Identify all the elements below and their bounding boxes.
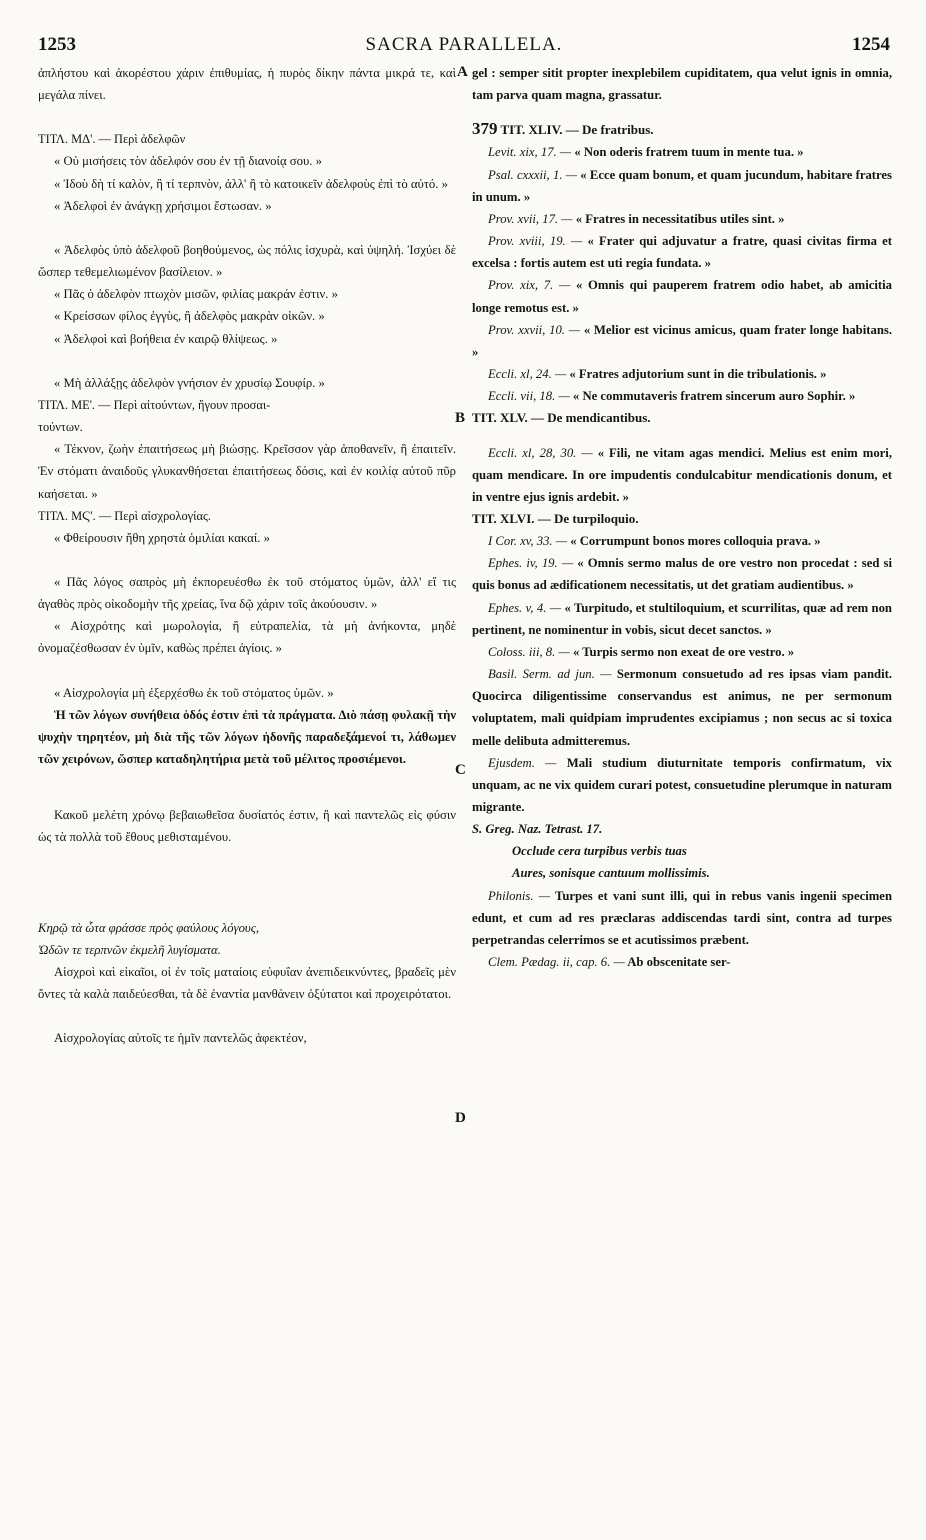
margin-marker-d: D	[455, 1110, 466, 1126]
greek-column	[38, 62, 456, 1049]
quote: « Ecce quam bonum, et quam jucundum, habitare fratres in unum. »	[472, 167, 892, 204]
citation: Prov. xvii, 17. —	[488, 211, 573, 226]
margin-marker-a: A	[457, 64, 468, 80]
greek-t45-text: « Τέκνον, ζωὴν ἐπαιτήσεως μὴ βιώσῃς. Κρεῖσσον γὰρ ἀποθανεῖν, ἢ ἐπαιτεῖν. Ἐν στόματι ἀναιδοῦς γλυκανθήσεται ἐπαιτήσεως δόσις, καὶ ἐν κοιλίᾳ αὐτοῦ πῦρ καήσεται. »	[38, 442, 456, 501]
latin-t45-item	[472, 442, 892, 508]
running-title: SACRA PARALLELA.	[365, 34, 563, 55]
latin-t46-item	[472, 641, 892, 663]
greek-t44-item: « Οὐ μισήσεις τὸν ἀδελφόν σου ἐν τῇ διανοίᾳ σου. »	[54, 154, 322, 169]
citation: Prov. xviii, 19. —	[488, 234, 583, 249]
greek-philon-text: Αἰσχροὶ καὶ εἰκαῖοι, οἱ ἐν τοῖς ματαίοις εὐφυΐαν ἀνεπιδεικνύντες, βραδεῖς μὲν ὄντες τὰ καλὰ παιδεύεσθαι, τὰ δὲ ἐναντία μανθάνειν ὀξύτατοι καὶ προχειρότατοι.	[38, 964, 456, 1001]
greek-basil-text: Ἡ τῶν λόγων συνήθεια ὁδός ἐστιν ἐπὶ τὰ πράγματα. Διὸ πάσῃ φυλακῇ τὴν ψυχὴν τηρητέον, μὴ διὰ τῆς τῶν λόγων ἡδονῆς παραδεξάμενοί τι, λάθωμεν τῶν χειρόνων, ὥσπερ καταδηλητήρια μετὰ τοῦ μέλιτος προσιέμενοι.	[38, 707, 456, 767]
quote: « Fratres adjutorium sunt in die tribulationis. »	[569, 367, 827, 382]
latin-ejusdem	[472, 752, 892, 818]
latin-t46-item	[472, 530, 892, 552]
greek-title-45-line1: ΤΙΤΛ. ΜΕ'. — Περὶ αἰτούντων, ἤγουν προσαι-	[38, 397, 271, 412]
citation: Eccli. vii, 18. —	[488, 389, 570, 404]
quote: « Turpitudo, et stultiloquium, et scurrilitas, quæ ad rem non pertinent, ne nominentur in vobis, sicut decet sanctos. »	[472, 600, 892, 637]
citation: Ephes. iv, 19. —	[488, 556, 574, 571]
latin-t44-item	[472, 319, 892, 363]
latin-t46-item	[472, 597, 892, 641]
greek-t46-item: « Αἰσχρολογία μὴ ἐξερχέσθω ἐκ τοῦ στόματος ὑμῶν. »	[54, 685, 334, 700]
margin-marker-b: B	[455, 410, 466, 426]
quote: « Ne commutaveris fratrem sincerum auro Sophir. »	[572, 389, 856, 404]
latin-title-46: TIT. XLVI. — De turpiloquio.	[472, 510, 639, 526]
quote: « Non oderis fratrem tuum in mente tua. »	[574, 145, 804, 160]
greek-intro: ἀπλήστου καὶ ἀκορέστου χάριν ἐπιθυμίας, ἡ πυρὸς δίκην πάντα μικρά τε, καὶ μεγάλα πίνει.	[38, 66, 456, 103]
greek-t44-item: « Ἰδοὺ δὴ τί καλὸν, ἢ τί τερπνὸν, ἀλλ' ἢ τὸ κατοικεῖν ἀδελφοὺς ἐπὶ τὸ αὐτό. »	[54, 176, 448, 191]
quote: « Omnis sermo malus de ore vestro non procedat : sed si quis bonus ad ædificationem necessitatis, ut det gratiam audientibus. »	[472, 556, 893, 593]
latin-verse-line2: Aures, sonisque cantuum mollissimis.	[512, 866, 710, 881]
quote: « Omnis qui pauperem fratrem odio habet, ab amicitia longe remotus est. »	[472, 278, 892, 315]
latin-title-45: TIT. XLV. — De mendicantibus.	[472, 410, 651, 426]
greek-gregory-verse	[38, 917, 456, 961]
quote: Ab obscenitate ser-	[627, 955, 731, 970]
quote: « Corrumpunt bonos mores colloquia prava. »	[570, 534, 821, 549]
greek-t46-item: « Πᾶς λόγος σαπρὸς μὴ ἐκπορευέσθω ἐκ τοῦ στόματος ὑμῶν, ἀλλ' εἴ τις ἀγαθὸς πρὸς οἰκοδομὴν τῆς χρείας, ἵνα δῷ χάριν τοῖς ἀκούουσιν. »	[38, 574, 456, 612]
greek-t44-item: « Ἀδελφοὶ καὶ βοήθεια ἐν καιρῷ θλίψεως. »	[54, 331, 278, 346]
quote: Turpes et vani sunt illi, qui in rebus vanis ingenii specimen edunt, et cum ad res præclaras addiscendas tardi sint, contra ad turpes perpetrandas celerrimos se et acutissimos præbent.	[472, 888, 892, 947]
citation: Ejusdem. —	[488, 755, 557, 770]
left-page-number: 1253	[38, 34, 76, 55]
greek-ejusdem-text: Κακοῦ μελέτη χρόνῳ βεβαιωθεῖσα δυσίατός ἐστιν, ἢ καὶ παντελῶς εἰς φύσιν ὡς τὰ πολλὰ τοῦ ἔθους μεθισταμένου.	[38, 808, 456, 845]
citation: Levit. xix, 17. —	[488, 145, 572, 160]
quote: « Fratres in necessitatibus utiles sint. »	[575, 211, 785, 226]
greek-title-46: ΤΙΤΛ. ΜϚ'. — Περὶ αἰσχρολογίας.	[38, 508, 211, 523]
greek-t44-item: « Μὴ ἀλλάξῃς ἀδελφὸν γνήσιον ἐν χρυσίῳ Σουφίρ. »	[54, 375, 325, 390]
latin-gregory-verse	[472, 840, 892, 884]
latin-clement	[472, 951, 892, 973]
citation: Philonis. —	[488, 888, 550, 903]
quote: « Melior est vicinus amicus, quam frater longe habitans. »	[472, 322, 892, 359]
running-header	[38, 34, 890, 60]
column-number: 379	[472, 119, 498, 139]
greek-t46-item: « Αἰσχρότης καὶ μωρολογία, ἢ εὐτραπελία, τὰ μὴ ἀνήκοντα, μηδὲ ὀνομαζέσθωσαν ἐν ὑμῖν, καθὼς πρέπει ἁγίοις. »	[38, 619, 456, 656]
latin-t44-item	[472, 141, 892, 163]
citation: I Cor. xv, 33. —	[488, 534, 568, 549]
latin-t44-item	[472, 230, 892, 274]
latin-basil	[472, 663, 892, 752]
latin-t44-item	[472, 164, 892, 208]
latin-t44-item	[472, 208, 892, 230]
quote: Mali studium diuturnitate temporis confirmatum, vix unquam, ac ne vix quidem curari potest, consuetudine plerumque in naturam migrante.	[472, 755, 892, 814]
greek-verse-line2: Ὠδῶν τε τερπνῶν ἐκμελῆ λυγίσματα.	[38, 942, 221, 957]
latin-t44-item	[472, 385, 892, 407]
greek-clement-text: Αἰσχρολογίας αὐτοῖς τε ἡμῖν παντελῶς ἀφεκτέον,	[54, 1031, 307, 1046]
citation: Prov. xxvii, 10. —	[488, 322, 581, 337]
citation: Basil. Serm. ad jun. —	[488, 667, 612, 682]
latin-column	[472, 62, 892, 973]
latin-title-44	[472, 118, 892, 141]
citation: Eccli. xl, 24. —	[488, 367, 567, 382]
greek-t44-item: « Ἀδελφὸς ὑπὸ ἀδελφοῦ βοηθούμενος, ὡς πόλις ἰσχυρὰ, καὶ ὑψηλή. Ἰσχύει δὲ ὥσπερ τεθεμελιωμένον βασίλειον. »	[38, 242, 456, 280]
quote: « Fili, ne vitam agas mendici. Melius est enim mori, quam mendicare. In ore impudentis condulcabitur mendicationis donum, et in ventre ejus ignis ardebit. »	[472, 445, 893, 504]
latin-t44-item	[472, 274, 892, 318]
citation: Ephes. v, 4. —	[488, 600, 562, 615]
quote: Sermonum consuetudo ad res ipsas viam pandit. Quocirca diligentissime conservandus est animus, ne per sermonum voluptatem, mali quidpiam imprudentes excipiamus ; non secus ac si toxica melle delibuta admitteremus.	[472, 667, 893, 748]
latin-philon	[472, 885, 892, 951]
greek-t44-item: « Ἀδελφοὶ ἐν ἀνάγκῃ χρήσιμοι ἔστωσαν. »	[54, 198, 272, 213]
greek-t44-item: « Κρείσσων φίλος ἐγγὺς, ἢ ἀδελφὸς μακρὰν οἰκῶν. »	[54, 309, 325, 324]
latin-intro: gel : semper sitit propter inexplebilem cupiditatem, qua velut ignis in omnia, tam parva quam magna, grassatur.	[472, 66, 892, 103]
latin-t44-item	[472, 363, 892, 385]
citation: Eccli. xl, 28, 30. —	[488, 445, 593, 460]
right-page-number: 1254	[851, 34, 890, 55]
quote: « Turpis sermo non exeat de ore vestro. »	[572, 644, 795, 659]
citation: Prov. xix, 7. —	[488, 278, 571, 293]
greek-verse-line1: Κηρῷ τὰ ὦτα φράσσε πρὸς φαύλους λόγους,	[38, 920, 260, 935]
quote: « Frater qui adjuvatur a fratre, quasi civitas firma et excelsa : fortis autem est uti regia fundata. »	[472, 234, 893, 271]
greek-t44-item: « Πᾶς ὁ ἀδελφὸν πτωχὸν μισῶν, φιλίας μακράν ἐστιν. »	[54, 287, 338, 302]
greek-title-45-line2: τούντων.	[38, 420, 83, 435]
citation: Clem. Pædag. ii, cap. 6. —	[488, 955, 625, 970]
margin-marker-c: C	[455, 762, 466, 778]
citation: Coloss. iii, 8. —	[488, 644, 570, 659]
latin-gregory-ref: S. Greg. Naz. Tetrast. 17.	[472, 822, 603, 837]
greek-title-45	[38, 394, 456, 438]
greek-t46-item: « Φθείρουσιν ἤθη χρηστὰ ὁμιλίαι κακαί. »	[54, 530, 270, 545]
latin-title-44-text: TIT. XLIV. — De fratribus.	[500, 122, 654, 138]
latin-verse-line1: Occlude cera turpibus verbis tuas	[512, 844, 687, 859]
citation: Psal. cxxxii, 1. —	[488, 167, 578, 182]
greek-title-44: ΤΙΤΛ. ΜΔ'. — Περὶ ἀδελφῶν	[38, 132, 186, 147]
latin-t46-item	[472, 552, 892, 596]
